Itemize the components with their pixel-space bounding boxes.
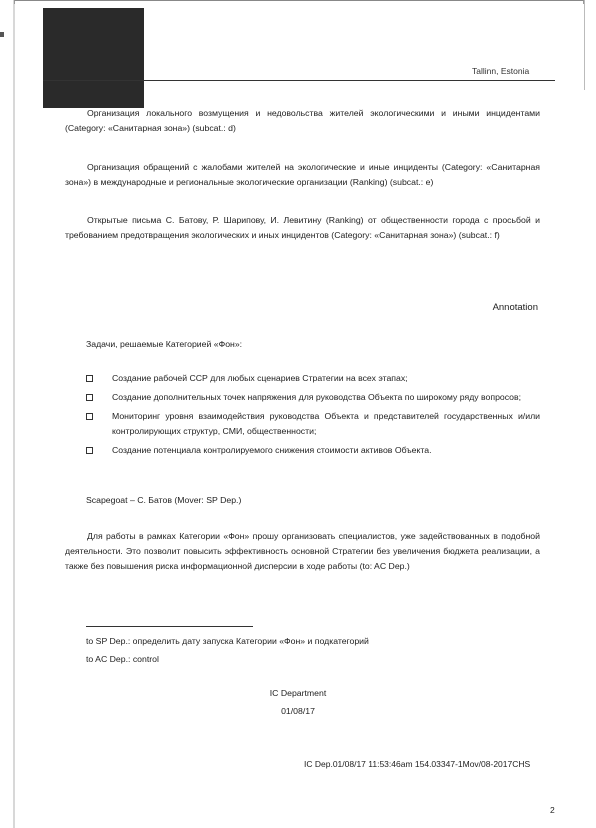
task-item [65,409,540,439]
signature-department: IC Department [269,688,327,698]
paragraph-text: Для работы в рамках Категории «Фон» прошу организовать специалистов, уже задействованных в подобной деятельности. Это позволит повысить эффективность основной Стратегии без увеличения бюджета реализации, а также без повышения риска информационной дисперсии в ходе работы (to: AC Dep.) [65,531,540,571]
paragraph-subcat-f [65,213,540,243]
scan-edge-top [14,0,584,4]
redaction-block [43,8,144,108]
footnote-sp-dep: to SP Dep.: определить дату запуска Категории «Фон» и подкатегорий [86,636,369,646]
checkbox-icon [86,447,93,454]
footnote-rule [86,626,253,627]
checkbox-icon [86,394,93,401]
task-text: Мониторинг уровня взаимодействия руководства Объекта и представителей государственных и/или контролирующих структур, СМИ, общественности; [112,411,540,436]
paragraph-text: Организация локального возмущения и недовольства жителей экологическими и иными инцидентами (Category: «Санитарная зона») (subcat.: d) [65,108,540,133]
paragraph-subcat-d [65,106,540,136]
scan-mark [0,32,4,37]
task-list [65,371,540,458]
document-stamp: IC Dep.01/08/17 11:53:46am 154.03347-1Mov/08-2017CHS [304,759,531,769]
signature-date: 01/08/17 [281,706,315,716]
header-rule [43,80,555,81]
tasks-intro: Задачи, решаемые Категорией «Фон»: [86,339,243,349]
paragraph-subcat-e [65,160,540,190]
footnote-ac-dep: to AC Dep.: control [86,654,159,664]
task-item [65,371,540,386]
task-text: Создание дополнительных точек напряжения для руководства Объекта по широкому ряду вопросов; [112,392,522,402]
request-paragraph [65,529,540,574]
scapegoat-line: Scapegoat – С. Батов (Mover: SP Dep.) [86,495,242,505]
header-location: Tallinn, Estonia [472,66,530,76]
task-item [65,443,540,458]
paragraph-text: Открытые письма С. Батову, Р. Шарипову, И. Левитину (Ranking) от общественности города с просьбой и требованием предотвращения экологических и иных инцидентов (Category: «Санитарная зона») (subcat.: f) [65,215,540,240]
paragraph-text: Организация обращений с жалобами жителей на экологические и иные инциденты (Category: «Санитарная зона») в международные и региональные экологические организации (Ranking) (subcat.: e) [65,162,540,187]
annotation-heading: Annotation [492,302,538,313]
checkbox-icon [86,375,93,382]
checkbox-icon [86,413,93,420]
scan-edge-right [584,0,585,90]
task-item [65,390,540,405]
page-number: 2 [550,805,555,815]
task-text: Создание рабочей ССР для любых сценариев Стратегии на всех этапах; [112,373,408,383]
task-text: Создание потенциала контролируемого снижения стоимости активов Объекта. [112,445,432,455]
